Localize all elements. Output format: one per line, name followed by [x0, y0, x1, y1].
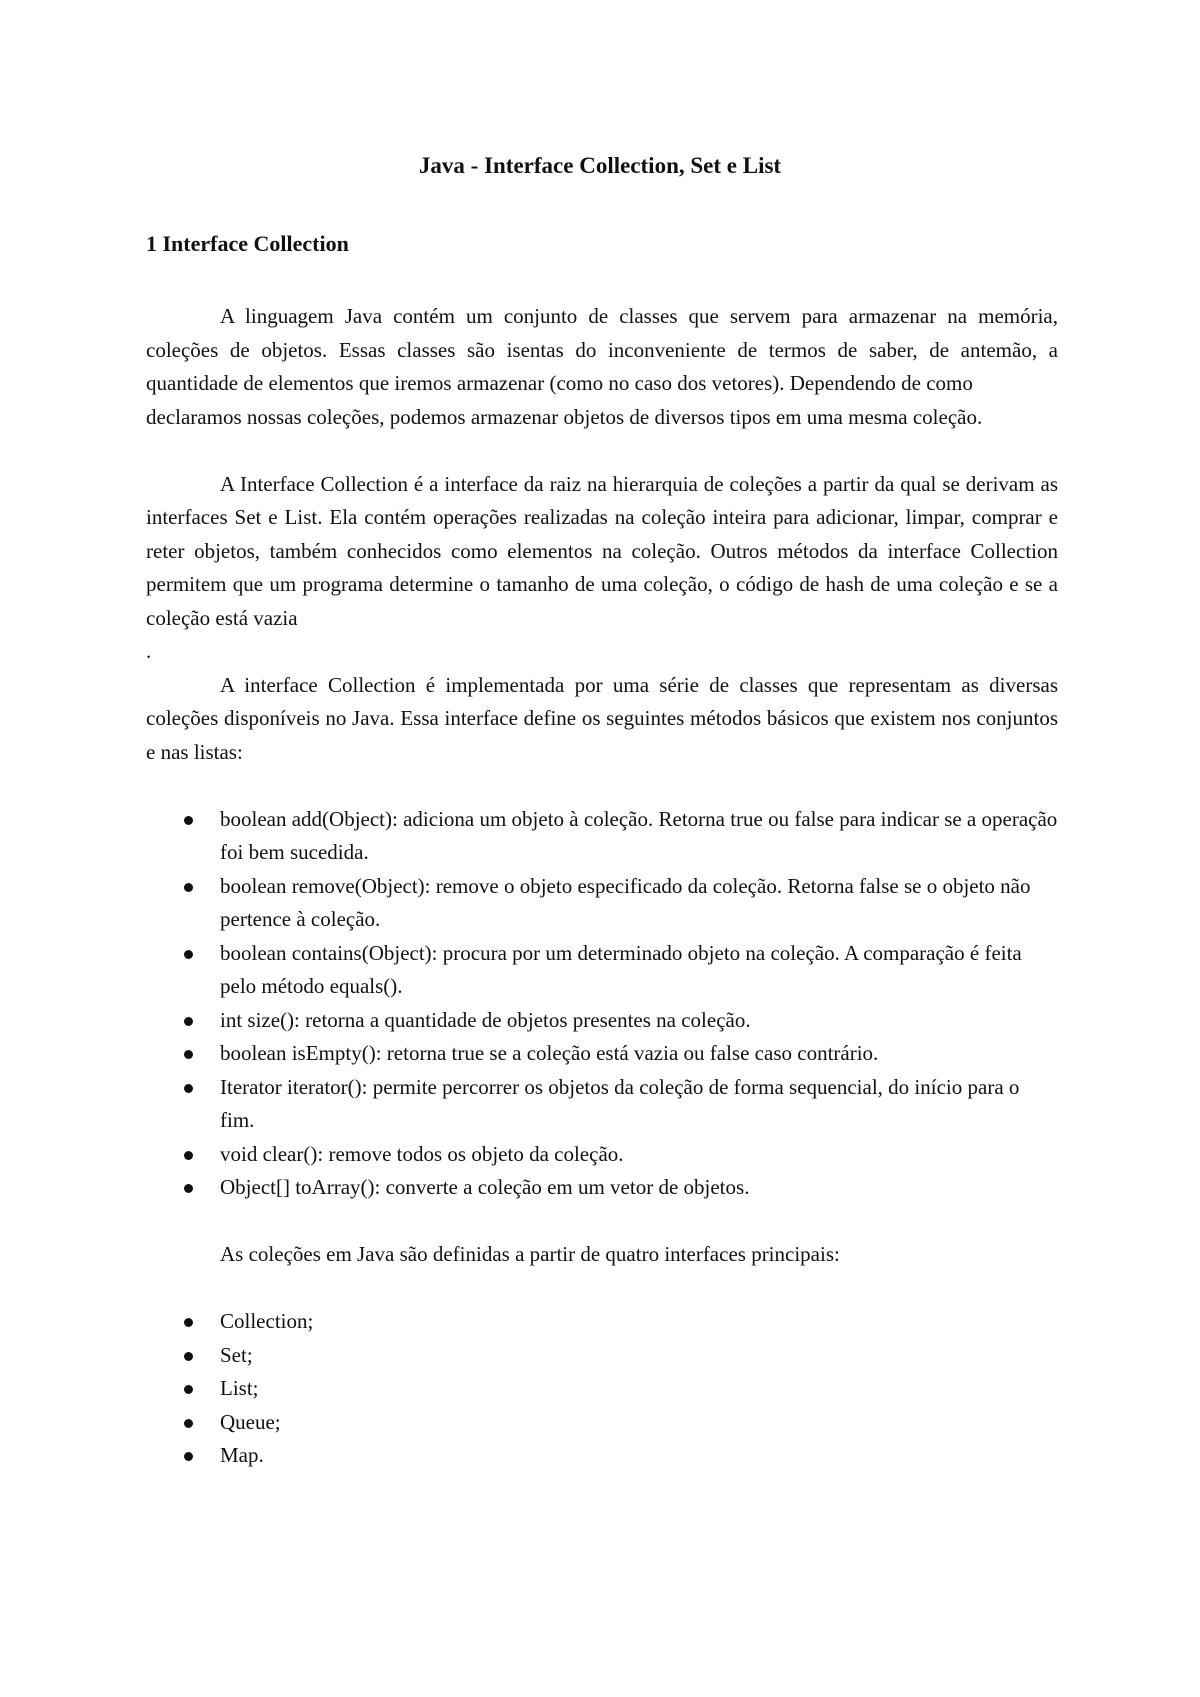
paragraph-intro-2: declaramos nossas coleções, podemos armazenar objetos de diversos tipos em uma mesma coleção. [146, 404, 983, 429]
list-item-text: Set; [220, 1342, 253, 1367]
list-item-text: Map. [220, 1443, 264, 1467]
list-item [220, 803, 1058, 870]
bullet-icon [184, 1050, 193, 1059]
list-item-text: Iterator iterator(): permite percorrer os objetos da coleção de forma sequencial, do início para o fim. [220, 1074, 1020, 1132]
bullet-icon [184, 883, 193, 892]
list-item-text: List; [220, 1376, 259, 1400]
list-item-text: int size(): retorna a quantidade de objetos presentes na coleção. [220, 1007, 751, 1032]
list-item-text: boolean remove(Object): remove o objeto especificado da coleção. Retorna false se o objeto não pertence à coleção. [220, 873, 1031, 931]
bullet-icon [184, 1385, 193, 1394]
bullet-icon [184, 1017, 193, 1026]
methods-list [146, 803, 1058, 1205]
document-title: Java - Interface Collection, Set e List [418, 153, 782, 178]
list-item-text: Collection; [220, 1309, 314, 1333]
list-item [220, 1439, 1058, 1473]
paragraph-collection-methods: A interface Collection é implementada por uma série de classes que representam as diversas coleções disponíveis no Java. Essa interface define os seguintes métodos básicos que existem nos conjuntos e nas listas: [146, 672, 1058, 764]
bullet-icon [184, 1452, 193, 1461]
paragraph-collection-root: A Interface Collection é a interface da raiz na hierarquia de coleções a partir da qual se derivam as interfaces Set e List. Ela contém operações realizadas na coleção inteira para adicionar, limpar, comprar e reter objetos, também conhecidos como elementos na coleção. Outros métodos da interface Collection permitem que um programa determine o tamanho de uma coleção, o código de hash de uma coleção e se a coleção está vazia [146, 471, 1058, 630]
paragraph-main-interfaces: As coleções em Java são definidas a partir de quatro interfaces principais: [220, 1242, 840, 1266]
stray-dot: . [146, 639, 152, 663]
document-body [146, 300, 1058, 1473]
bullet-icon [184, 1318, 193, 1327]
bullet-icon [184, 816, 193, 825]
list-item-text: boolean add(Object): adiciona um objeto à coleção. Retorna true ou false para indicar se a operação foi bem sucedida. [220, 806, 1058, 864]
list-item-text: boolean isEmpty(): retorna true se a coleção está vazia ou false caso contrário. [220, 1041, 879, 1065]
list-item [220, 1171, 1058, 1205]
bullet-icon [184, 1419, 193, 1428]
list-item [220, 870, 1058, 937]
list-item-text: boolean contains(Object): procura por um determinado objeto na coleção. A comparação é feita pelo método equals(). [220, 940, 1022, 998]
bullet-icon [184, 1084, 193, 1093]
list-item [220, 1037, 1058, 1071]
list-item [220, 1138, 1058, 1172]
spacer [146, 434, 1058, 468]
list-item-text: void clear(): remove todos os objeto da coleção. [220, 1141, 624, 1166]
list-item [220, 1004, 1058, 1038]
section-heading: 1 Interface Collection [146, 231, 349, 256]
list-item [220, 937, 1058, 1004]
list-item-text: Object[] toArray(): converte a coleção em um vetor de objetos. [220, 1175, 750, 1199]
paragraph-intro-1: A linguagem Java contém um conjunto de classes que servem para armazenar na memória, coleções de objetos. Essas classes são isentas do inconveniente de termos de saber, de antemão, a quantidade de elementos que iremos armazenar (como no caso dos vetores). Dependendo de como [146, 304, 1058, 395]
interfaces-list [146, 1305, 1058, 1473]
spacer [146, 1205, 1058, 1239]
list-item [220, 1406, 1058, 1440]
spacer [146, 769, 1058, 803]
list-item [220, 1071, 1058, 1138]
bullet-icon [184, 1184, 193, 1193]
spacer [146, 1272, 1058, 1306]
list-item [220, 1339, 1058, 1373]
bullet-icon [184, 1352, 193, 1361]
list-item [220, 1305, 1058, 1339]
bullet-icon [184, 1151, 193, 1160]
bullet-icon [184, 950, 193, 959]
list-item-text: Queue; [220, 1409, 281, 1434]
list-item [220, 1372, 1058, 1406]
